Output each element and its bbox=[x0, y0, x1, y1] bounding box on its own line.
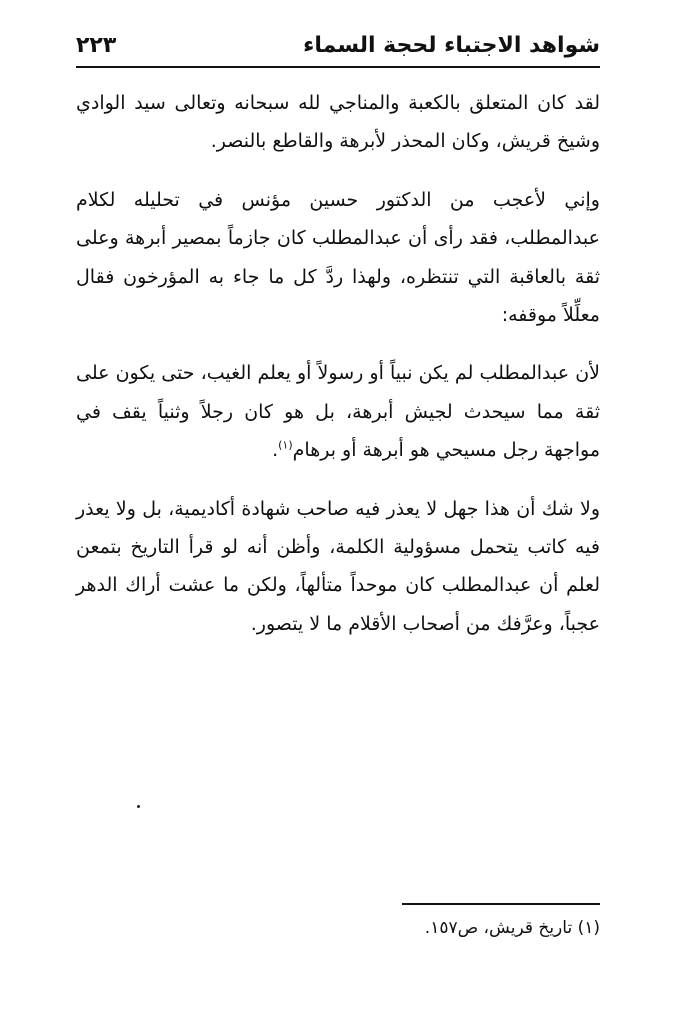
paragraph-2 bbox=[76, 181, 600, 335]
running-title: شواهد الاجتباء لحجة السماء bbox=[303, 33, 600, 58]
footnote-separator bbox=[402, 903, 600, 905]
stray-dot bbox=[137, 805, 140, 808]
footnote: (١) تاريخ قريش، ص١٥٧. bbox=[424, 918, 600, 938]
paragraph-4-text: ولا شك أن هذا جهل لا يعذر فيه صاحب شهادة أكاديمية، بل ولا يعذر فيه كاتب يتحمل مسؤولية الكلمة، وأظن أنه لو قرأ التاريخ بتمعن لعلم أن عبدالمطلب كان موحداً متألهاً، ولكن ما عشت أراك الدهر عجباً، وعرَّفك من أصحاب الأقلام ما لا يتصور. bbox=[76, 497, 600, 635]
page-header bbox=[76, 28, 600, 68]
paragraph-3 bbox=[76, 354, 600, 469]
body-text bbox=[76, 84, 600, 643]
paragraph-4 bbox=[76, 490, 600, 644]
page-number: ٢٢٣ bbox=[76, 33, 117, 58]
footnote-reference[interactable]: (١) bbox=[278, 438, 293, 452]
paragraph-1-text: لقد كان المتعلق بالكعبة والمناجي لله سبحانه وتعالى سيد الوادي وشيخ قريش، وكان المحذر لأبرهة والقاطع بالنصر. bbox=[76, 92, 600, 153]
paragraph-1 bbox=[76, 84, 600, 161]
paragraph-3-text: لأن عبدالمطلب لم يكن نبياً أو رسولاً أو يعلم الغيب، حتى يكون على ثقة مما سيحدث لجيش أبرهة، بل هو كان رجلاً وثنياً يقف في مواجهة رجل مسيحي هو أبرهة أو برهام bbox=[76, 362, 600, 462]
paragraph-2-text: وإني لأعجب من الدكتور حسين مؤنس في تحليله لكلام عبدالمطلب، فقد رأى أن عبدالمطلب كان جازماً بمصير أبرهة وعلى ثقة بالعاقبة التي تنتظره، ولهذا ردَّ كل ما جاء به المؤرخون فقال معلِّلاً موقفه: bbox=[76, 188, 600, 327]
paragraph-3-end: . bbox=[272, 439, 279, 462]
